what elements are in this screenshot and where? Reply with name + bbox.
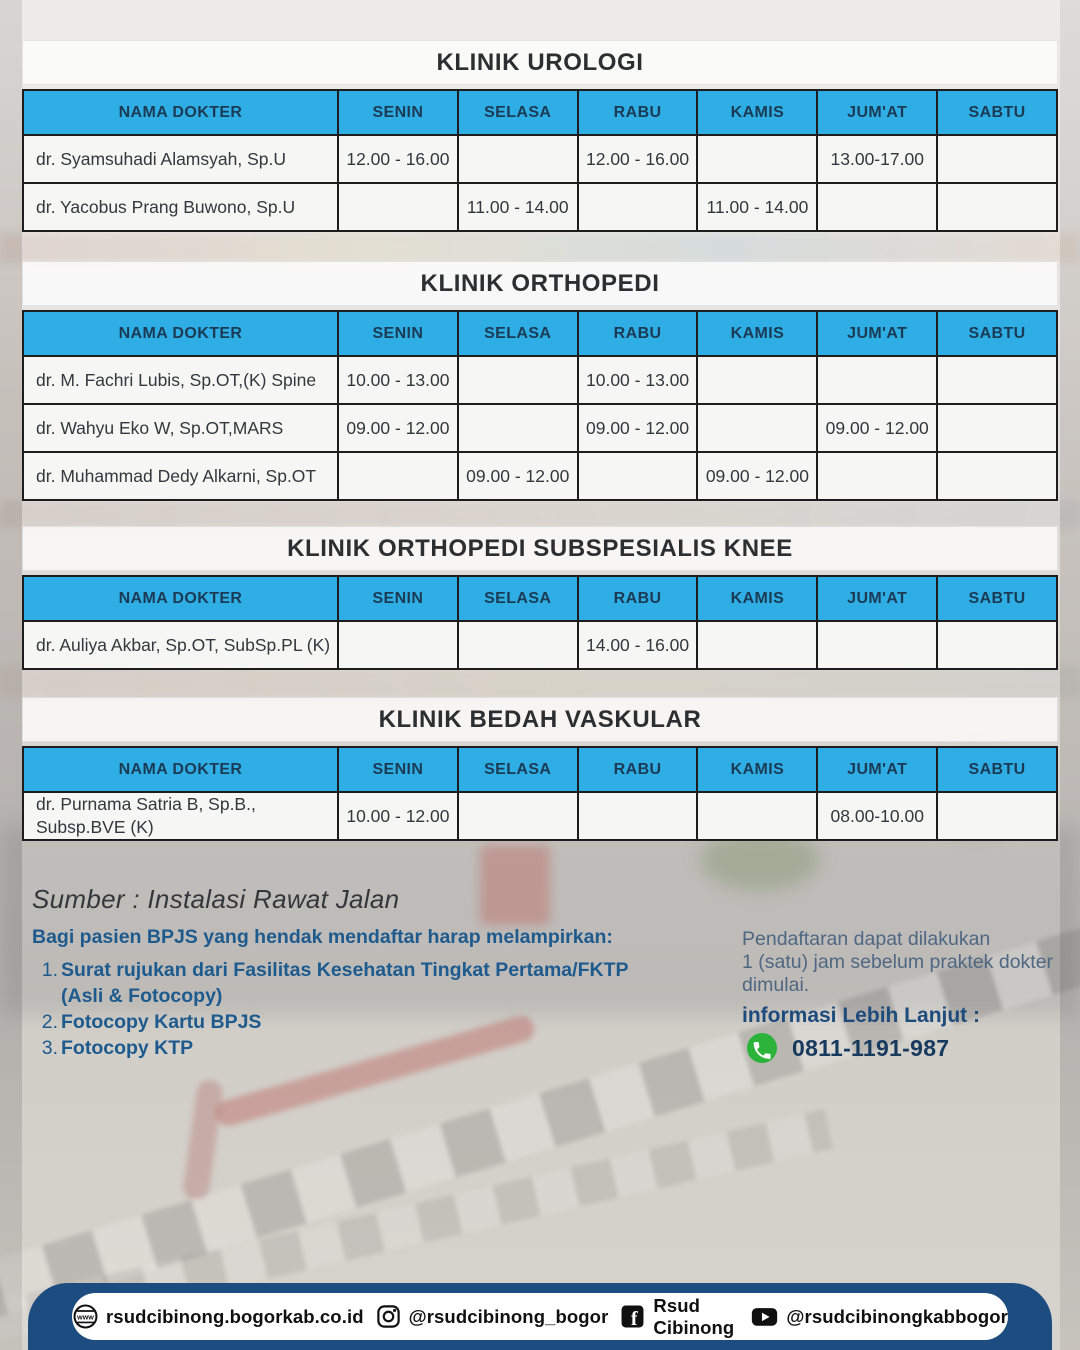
col-header-sabtu: SABTU xyxy=(937,576,1057,621)
table-row xyxy=(23,621,1057,669)
col-header-sabtu: SABTU xyxy=(937,311,1057,356)
schedule-table-orthopedi xyxy=(22,310,1058,501)
list-item-text: Fotocopy KTP xyxy=(61,1037,194,1059)
col-header-kamis: KAMIS xyxy=(697,90,817,135)
globe-icon xyxy=(72,1303,99,1330)
col-header-nama-dokter: NAMA DOKTER xyxy=(23,90,338,135)
doctor-name: dr. Syamsuhadi Alamsyah, Sp.U xyxy=(23,135,338,183)
schedule-cell xyxy=(697,404,817,452)
footer-instagram-label: @rsudcibinong_bogor xyxy=(408,1305,609,1327)
col-header-sabtu: SABTU xyxy=(937,747,1057,792)
schedule-cell xyxy=(578,452,698,500)
header-row xyxy=(23,747,1057,792)
list-item xyxy=(32,1009,657,1035)
background-photo-strip xyxy=(0,233,1080,263)
footer-social-pill xyxy=(72,1293,1008,1340)
background-edge xyxy=(0,0,22,1350)
background-photo-strip xyxy=(0,666,1080,698)
table-row xyxy=(23,183,1057,231)
col-header-jumat: JUM'AT xyxy=(817,576,937,621)
schedule-cell xyxy=(817,356,937,404)
schedule-table-bedah-vaskular xyxy=(22,746,1058,841)
table-row xyxy=(23,356,1057,404)
schedule-table-urologi xyxy=(22,89,1058,232)
col-header-jumat: JUM'AT xyxy=(817,747,937,792)
doctor-name: dr. Wahyu Eko W, Sp.OT,MARS xyxy=(23,404,338,452)
table-block-orthopedi xyxy=(22,261,1058,501)
schedule-cell xyxy=(697,621,817,669)
table-title-bar xyxy=(22,526,1058,571)
table-row xyxy=(23,135,1057,183)
footer-youtube-label: @rsudcibinongkabbogor xyxy=(786,1305,1008,1327)
col-header-kamis: KAMIS xyxy=(697,311,817,356)
schedule-cell: 13.00-17.00 xyxy=(817,135,937,183)
col-header-jumat: JUM'AT xyxy=(817,90,937,135)
col-header-senin: SENIN xyxy=(338,311,458,356)
header-row xyxy=(23,576,1057,621)
background-photo-strip xyxy=(0,500,1080,528)
schedule-cell xyxy=(937,183,1057,231)
schedule-cell xyxy=(817,183,937,231)
schedule-cell xyxy=(817,621,937,669)
col-header-rabu: RABU xyxy=(578,90,698,135)
bpjs-heading: Bagi pasien BPJS yang hendak mendaftar harap melampirkan: xyxy=(32,926,613,948)
col-header-nama-dokter: NAMA DOKTER xyxy=(23,747,338,792)
footer-youtube[interactable] xyxy=(750,1303,1008,1330)
schedule-table-orthopedi-knee xyxy=(22,575,1058,670)
schedule-cell: 09.00 - 12.00 xyxy=(578,404,698,452)
facebook-f-letter: f xyxy=(631,1307,638,1330)
col-header-nama-dokter: NAMA DOKTER xyxy=(23,576,338,621)
schedule-cell: 09.00 - 12.00 xyxy=(458,452,578,500)
schedule-cell xyxy=(697,356,817,404)
whatsapp-icon xyxy=(746,1032,778,1064)
schedule-cell xyxy=(578,792,698,840)
footer-website-label: rsudcibinong.bogorkab.co.id xyxy=(106,1305,364,1327)
schedule-cell xyxy=(458,404,578,452)
schedule-cell xyxy=(697,792,817,840)
col-header-jumat: JUM'AT xyxy=(817,311,937,356)
doctor-name: dr. Muhammad Dedy Alkarni, Sp.OT xyxy=(23,452,338,500)
instagram-icon xyxy=(375,1303,402,1330)
schedule-cell xyxy=(458,792,578,840)
list-item-number: 1. xyxy=(41,959,58,981)
table-title: KLINIK BEDAH VASKULAR xyxy=(378,705,702,733)
registration-note-line: dimulai. xyxy=(742,974,810,996)
schedule-cell xyxy=(937,356,1057,404)
background-edge xyxy=(1060,0,1080,1350)
contact-row xyxy=(746,1032,949,1064)
col-header-nama-dokter: NAMA DOKTER xyxy=(23,311,338,356)
schedule-cell xyxy=(817,452,937,500)
schedule-cell xyxy=(458,621,578,669)
background-hydrant-box xyxy=(480,845,550,925)
table-block-orthopedi-knee xyxy=(22,526,1058,670)
whatsapp-phone-number[interactable]: 0811-1191-987 xyxy=(792,1034,950,1061)
schedule-cell xyxy=(338,183,458,231)
schedule-cell xyxy=(937,621,1057,669)
footer-bar xyxy=(28,1283,1052,1350)
table-title-bar xyxy=(22,40,1058,85)
schedule-cell: 11.00 - 14.00 xyxy=(458,183,578,231)
facebook-icon xyxy=(619,1303,646,1330)
footer-instagram[interactable] xyxy=(375,1303,609,1330)
list-item xyxy=(32,957,657,1009)
col-header-rabu: RABU xyxy=(578,576,698,621)
doctor-name: dr. Auliya Akbar, Sp.OT, SubSp.PL (K) xyxy=(23,621,338,669)
source-note: Sumber : Instalasi Rawat Jalan xyxy=(32,884,400,914)
table-title-bar xyxy=(22,697,1058,742)
list-item-number: 3. xyxy=(41,1037,58,1059)
bpjs-requirements xyxy=(32,926,657,1061)
schedule-cell xyxy=(338,452,458,500)
col-header-senin: SENIN xyxy=(338,747,458,792)
schedule-cell: 09.00 - 12.00 xyxy=(697,452,817,500)
schedule-cell xyxy=(338,621,458,669)
footer-website[interactable] xyxy=(72,1303,364,1330)
schedule-cell: 12.00 - 16.00 xyxy=(578,135,698,183)
schedule-cell: 11.00 - 14.00 xyxy=(697,183,817,231)
col-header-rabu: RABU xyxy=(578,747,698,792)
youtube-icon xyxy=(750,1303,779,1330)
background-red-pipe xyxy=(182,1079,224,1201)
table-row xyxy=(23,404,1057,452)
footer-facebook[interactable] xyxy=(619,1295,739,1339)
col-header-kamis: KAMIS xyxy=(697,576,817,621)
schedule-cell xyxy=(937,404,1057,452)
schedule-cell: 08.00-10.00 xyxy=(817,792,937,840)
schedule-cell: 10.00 - 13.00 xyxy=(578,356,698,404)
header-row xyxy=(23,90,1057,135)
schedule-cell xyxy=(578,183,698,231)
doctor-name: dr. Purnama Satria B, Sp.B., Subsp.BVE (K) xyxy=(23,792,338,840)
table-block-urologi xyxy=(22,40,1058,232)
schedule-cell: 12.00 - 16.00 xyxy=(338,135,458,183)
schedule-cell xyxy=(937,792,1057,840)
schedule-cell: 09.00 - 12.00 xyxy=(817,404,937,452)
schedule-cell xyxy=(458,356,578,404)
schedule-cell xyxy=(458,135,578,183)
table-title: KLINIK ORTHOPEDI xyxy=(420,269,660,297)
table-title-bar xyxy=(22,261,1058,306)
list-item-number: 2. xyxy=(41,1011,58,1033)
schedule-cell xyxy=(697,135,817,183)
schedule-cell: 09.00 - 12.00 xyxy=(338,404,458,452)
list-item-text: Surat rujukan dari Fasilitas Kesehatan Tingkat Pertama/FKTP (Asli & Fotocopy) xyxy=(61,959,629,1007)
col-header-selasa: SELASA xyxy=(458,90,578,135)
globe-www-label: www xyxy=(77,1313,94,1322)
contact-label: informasi Lebih Lanjut : xyxy=(742,1004,981,1027)
col-header-selasa: SELASA xyxy=(458,747,578,792)
col-header-selasa: SELASA xyxy=(458,576,578,621)
table-title: KLINIK UROLOGI xyxy=(436,48,644,76)
col-header-senin: SENIN xyxy=(338,576,458,621)
col-header-rabu: RABU xyxy=(578,311,698,356)
schedule-cell xyxy=(937,452,1057,500)
registration-note xyxy=(742,928,1080,997)
header-row xyxy=(23,311,1057,356)
col-header-sabtu: SABTU xyxy=(937,90,1057,135)
schedule-cell xyxy=(937,135,1057,183)
schedule-cell: 14.00 - 16.00 xyxy=(578,621,698,669)
table-block-bedah-vaskular xyxy=(22,697,1058,841)
doctor-name: dr. Yacobus Prang Buwono, Sp.U xyxy=(23,183,338,231)
list-item-text: Fotocopy Kartu BPJS xyxy=(61,1011,262,1033)
table-row xyxy=(23,792,1057,840)
col-header-selasa: SELASA xyxy=(458,311,578,356)
registration-note-line: 1 (satu) jam sebelum praktek dokter xyxy=(742,951,1054,973)
footer-facebook-label: Rsud Cibinong xyxy=(653,1294,735,1338)
table-row xyxy=(23,452,1057,500)
table-title: KLINIK ORTHOPEDI SUBSPESIALIS KNEE xyxy=(287,534,793,562)
schedule-cell: 10.00 - 12.00 xyxy=(338,792,458,840)
registration-note-line: Pendaftaran dapat dilakukan xyxy=(742,928,991,950)
col-header-kamis: KAMIS xyxy=(697,747,817,792)
doctor-name: dr. M. Fachri Lubis, Sp.OT,(K) Spine xyxy=(23,356,338,404)
col-header-senin: SENIN xyxy=(338,90,458,135)
schedule-cell: 10.00 - 13.00 xyxy=(338,356,458,404)
list-item xyxy=(32,1035,657,1061)
